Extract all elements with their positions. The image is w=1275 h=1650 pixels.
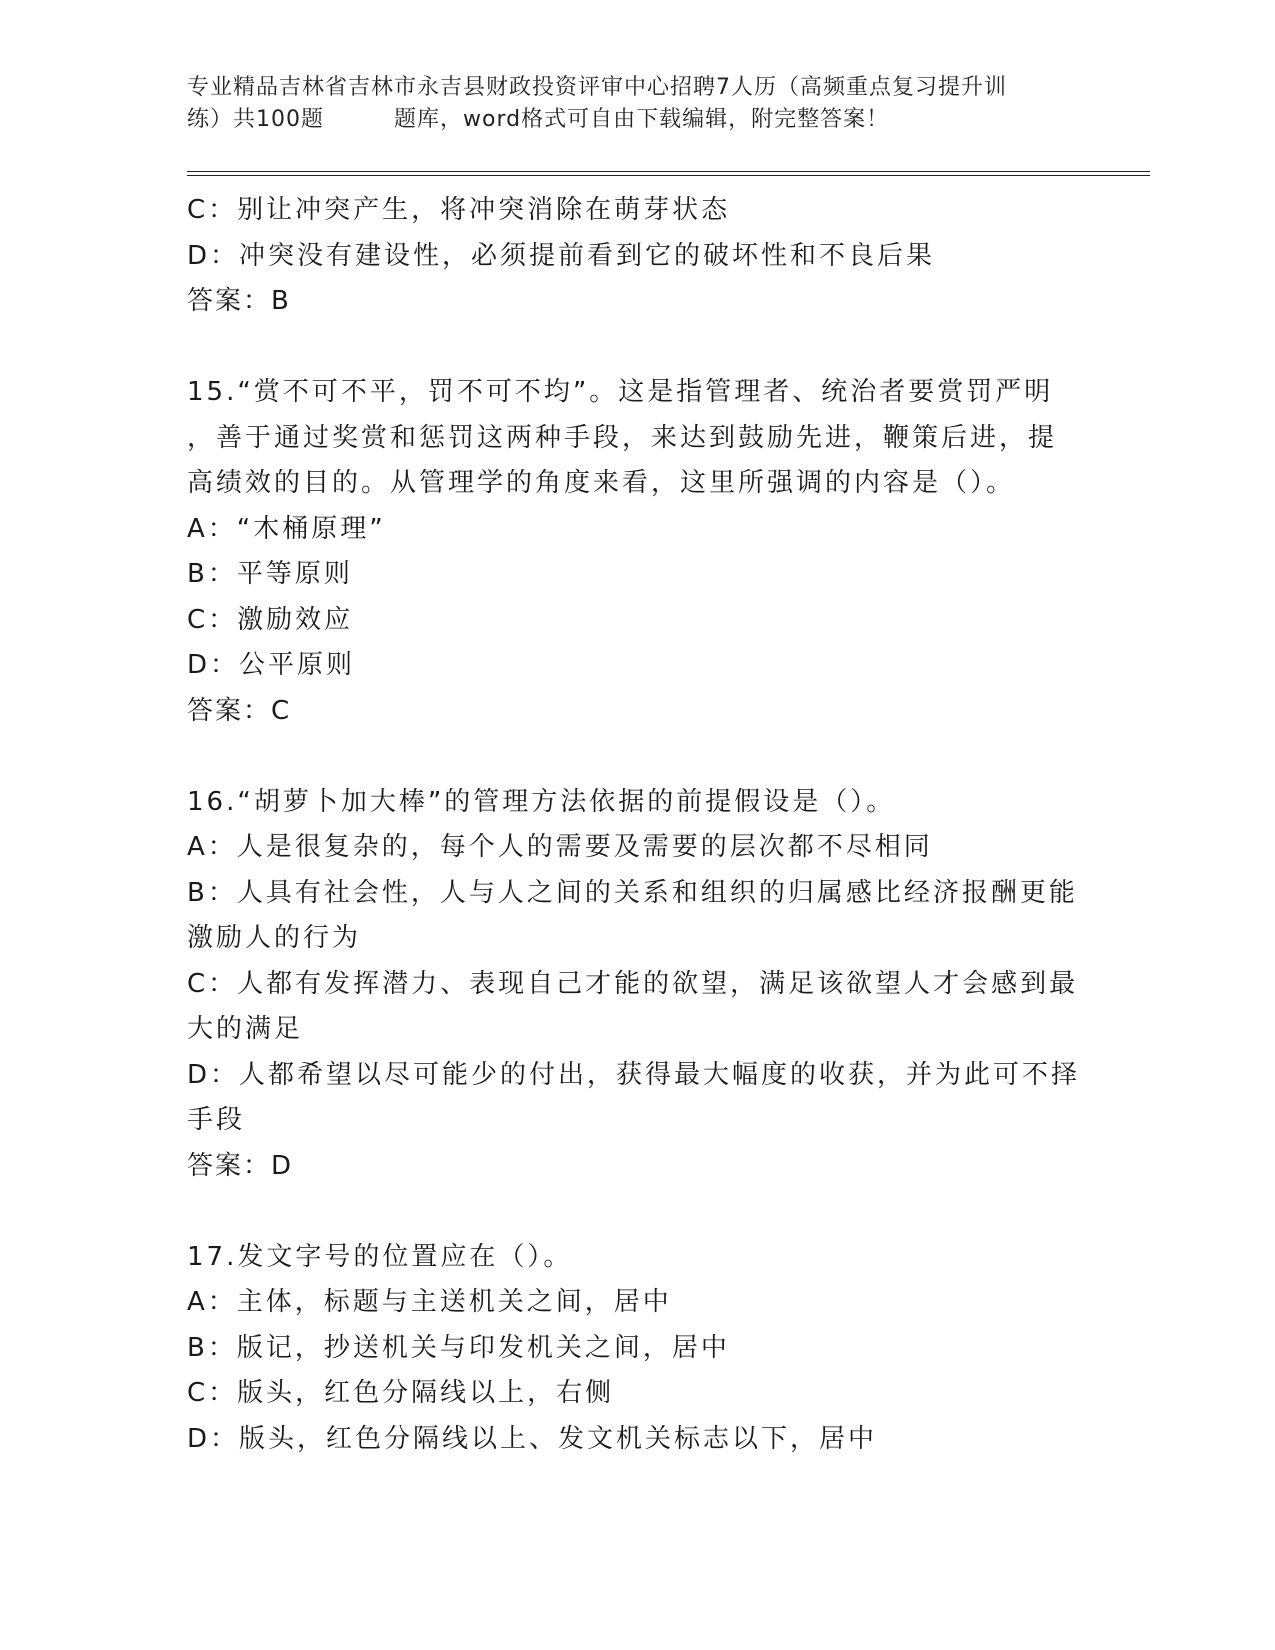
text-line: C：人都有发挥潜力、表现自己才能的欲望，满足该欲望人才会感到最 [187,968,1079,999]
block-spacer [187,325,1087,371]
header-line-2-part-b: 题库，word格式可自由下载编辑，附完整答案！ [394,107,890,132]
document-header [187,72,1087,136]
text-line: B：版记，抄送机关与印发机关之间，居中 [187,1332,730,1363]
text-line: C：激励效应 [187,604,354,635]
text-line: C：别让冲突产生，将冲突消除在萌芽状态 [187,195,731,225]
text-line: D：公平原则 [187,650,356,680]
text-line: B：平等原则 [187,559,353,589]
question-block [187,780,1087,1190]
text-line: A：“木桶原理” [187,513,386,544]
text-line: A：主体，标题与主送机关之间，居中 [187,1287,672,1317]
answer-line: 答案：D [187,1150,294,1181]
answer-line: 答案：B [187,286,291,316]
text-line: 大的满足 [187,1014,304,1044]
text-line: 激励人的行为 [187,923,362,953]
text-line: 17.发文字号的位置应在（）。 [187,1241,573,1272]
text-line: D：冲突没有建设性，必须提前看到它的破坏性和不良后果 [187,240,936,271]
text-line: B：人具有社会性，人与人之间的关系和组织的归属感比经济报酬更能 [187,877,1078,908]
question-block [187,188,1087,325]
answer-line: 答案：C [187,695,292,726]
block-spacer [187,1189,1087,1235]
text-line: C：版头，红色分隔线以上，右侧 [187,1378,615,1408]
block-spacer [187,734,1087,780]
text-line: ，善于通过奖赏和惩罚这两种手段，来达到鼓励先进，鞭策后进，提 [187,422,1058,453]
header-line-2 [187,104,1087,136]
header-rule-bottom [187,175,1150,176]
text-line: 高绩效的目的。从管理学的角度来看，这里所强调的内容是（）。 [187,468,1016,498]
question-content [187,188,1087,1462]
text-line: 16.“胡萝卜加大棒”的管理方法依据的前提假设是（）。 [187,786,896,817]
question-block [187,1235,1087,1463]
text-line: D：人都希望以尽可能少的付出，获得最大幅度的收获，并为此可不择 [187,1059,1081,1090]
text-line: 15.“赏不可不平，罚不可不均”。这是指管理者、统治者要赏罚严明 [187,377,1054,407]
header-rule-top [187,171,1150,172]
header-line-2-part-a: 练）共100题 [187,107,324,132]
header-line-1: 专业精品吉林省吉林市永吉县财政投资评审中心招聘7人历（高频重点复习提升训 [187,75,1007,100]
text-line: 手段 [187,1105,246,1135]
text-line: A：人是很复杂的，每个人的需要及需要的层次都不尽相同 [187,832,933,862]
question-block [187,370,1087,734]
text-line: D：版头，红色分隔线以上、发文机关标志以下，居中 [187,1423,878,1454]
